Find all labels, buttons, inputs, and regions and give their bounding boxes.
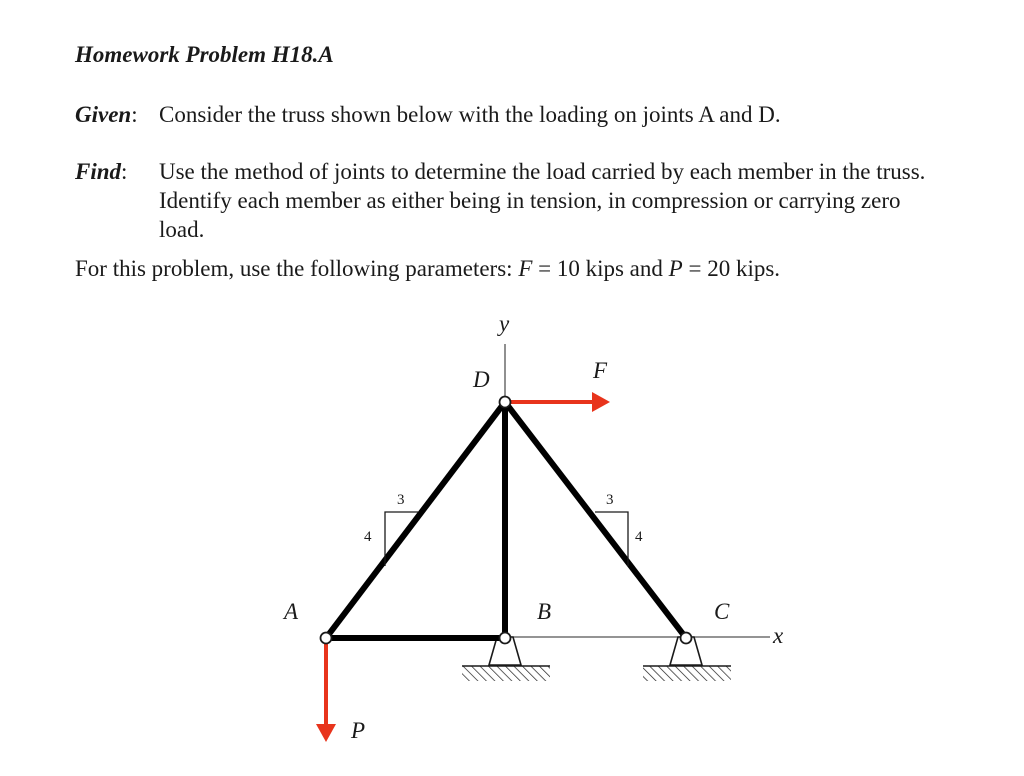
- joint-b: [500, 633, 511, 644]
- joint-c: [681, 633, 692, 644]
- joint-a: [321, 633, 332, 644]
- force-f-label: F: [593, 358, 608, 383]
- force-f-arrow: [509, 392, 610, 412]
- joint-d-label: D: [473, 367, 490, 392]
- slope-right-rise: 4: [635, 529, 643, 545]
- given-text: Consider the truss shown below with the loading on joints A and D.: [159, 102, 781, 127]
- slope-left-run: 3: [397, 492, 405, 508]
- joint-a-label: A: [284, 599, 299, 624]
- slope-left-rise: 4: [364, 529, 372, 545]
- force-p-arrow: [316, 642, 336, 742]
- find-text: Use the method of joints to determine the load carried by each member in the truss. Identify each member as either being in tension, in compression or carrying zero load.: [159, 159, 926, 242]
- problem-title: Homework Problem H18.A: [75, 42, 334, 67]
- given-label: Given:: [75, 102, 138, 127]
- find-label: Find:: [75, 159, 128, 184]
- axis-y-label: y: [499, 311, 510, 336]
- joint-b-label: B: [537, 599, 552, 624]
- parameters-line: For this problem, use the following parameters: F = 10 kips and P = 20 kips.: [75, 256, 781, 281]
- member-ad: [326, 402, 505, 638]
- axis-x-label: x: [773, 623, 784, 648]
- member-cd: [505, 402, 686, 638]
- slope-right-run: 3: [606, 492, 614, 508]
- joint-c-label: C: [714, 599, 730, 624]
- force-p-label: P: [351, 718, 366, 743]
- joint-d: [500, 397, 511, 408]
